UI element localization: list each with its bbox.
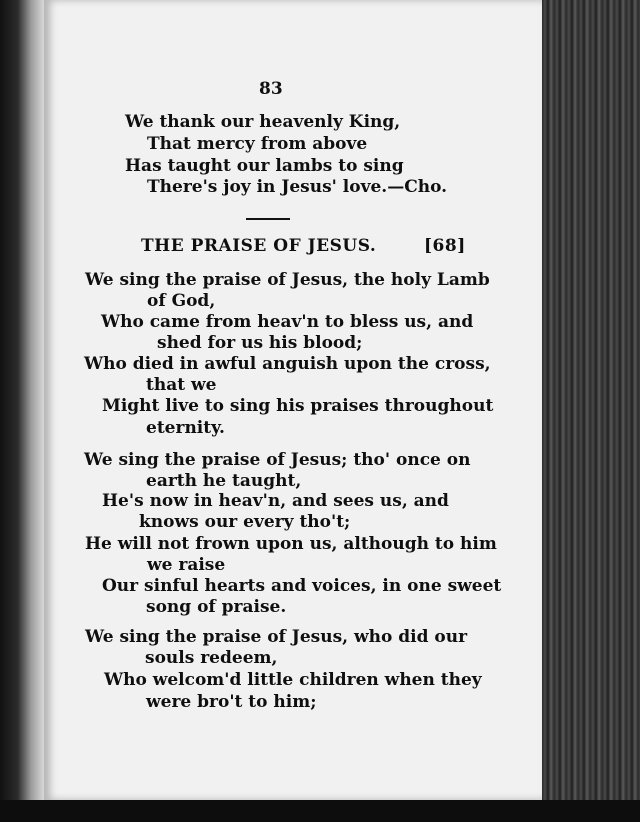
- stanza-line: That mercy from above: [147, 134, 368, 154]
- book-left-edge: [0, 0, 44, 822]
- hymn-line: of God,: [147, 291, 216, 311]
- hymn-title: THE PRAISE OF JESUS.: [141, 236, 377, 256]
- hymn-line: shed for us his blood;: [157, 333, 363, 353]
- book-spine: [542, 0, 640, 822]
- hymn-line: Who died in awful anguish upon the cross,: [84, 354, 491, 374]
- hymn-line: Who came from heav'n to bless us, and: [101, 312, 474, 332]
- hymn-line: He's now in heav'n, and sees us, and: [102, 491, 449, 511]
- hymn-number: [68]: [424, 236, 466, 256]
- section-divider: [246, 218, 290, 220]
- stanza-line: There's joy in Jesus' love.—Cho.: [147, 177, 448, 197]
- hymn-line: we raise: [147, 555, 226, 575]
- hymn-line: souls redeem,: [145, 648, 278, 668]
- hymn-line: eternity.: [146, 418, 225, 438]
- hymn-line: were bro't to him;: [146, 692, 317, 712]
- book-bottom-edge: [0, 800, 640, 822]
- hymn-line: Who welcom'd little children when they: [104, 670, 482, 690]
- hymn-line: We sing the praise of Jesus, the holy Lamb: [85, 270, 490, 290]
- hymn-line: We sing the praise of Jesus; tho' once on: [84, 450, 471, 470]
- hymn-line: Our sinful hearts and voices, in one sweet: [102, 576, 502, 596]
- hymn-line: earth he taught,: [146, 471, 302, 491]
- stanza-line: Has taught our lambs to sing: [125, 156, 404, 176]
- hymn-line: He will not frown upon us, although to him: [85, 534, 497, 554]
- page-number: 83: [259, 79, 283, 99]
- stanza-line: We thank our heavenly King,: [125, 112, 401, 132]
- hymn-line: song of praise.: [146, 597, 287, 617]
- hymn-line: Might live to sing his praises throughout: [102, 396, 494, 416]
- hymn-line: that we: [146, 375, 217, 395]
- hymn-line: knows our every tho't;: [139, 512, 351, 532]
- hymn-line: We sing the praise of Jesus, who did our: [85, 627, 468, 647]
